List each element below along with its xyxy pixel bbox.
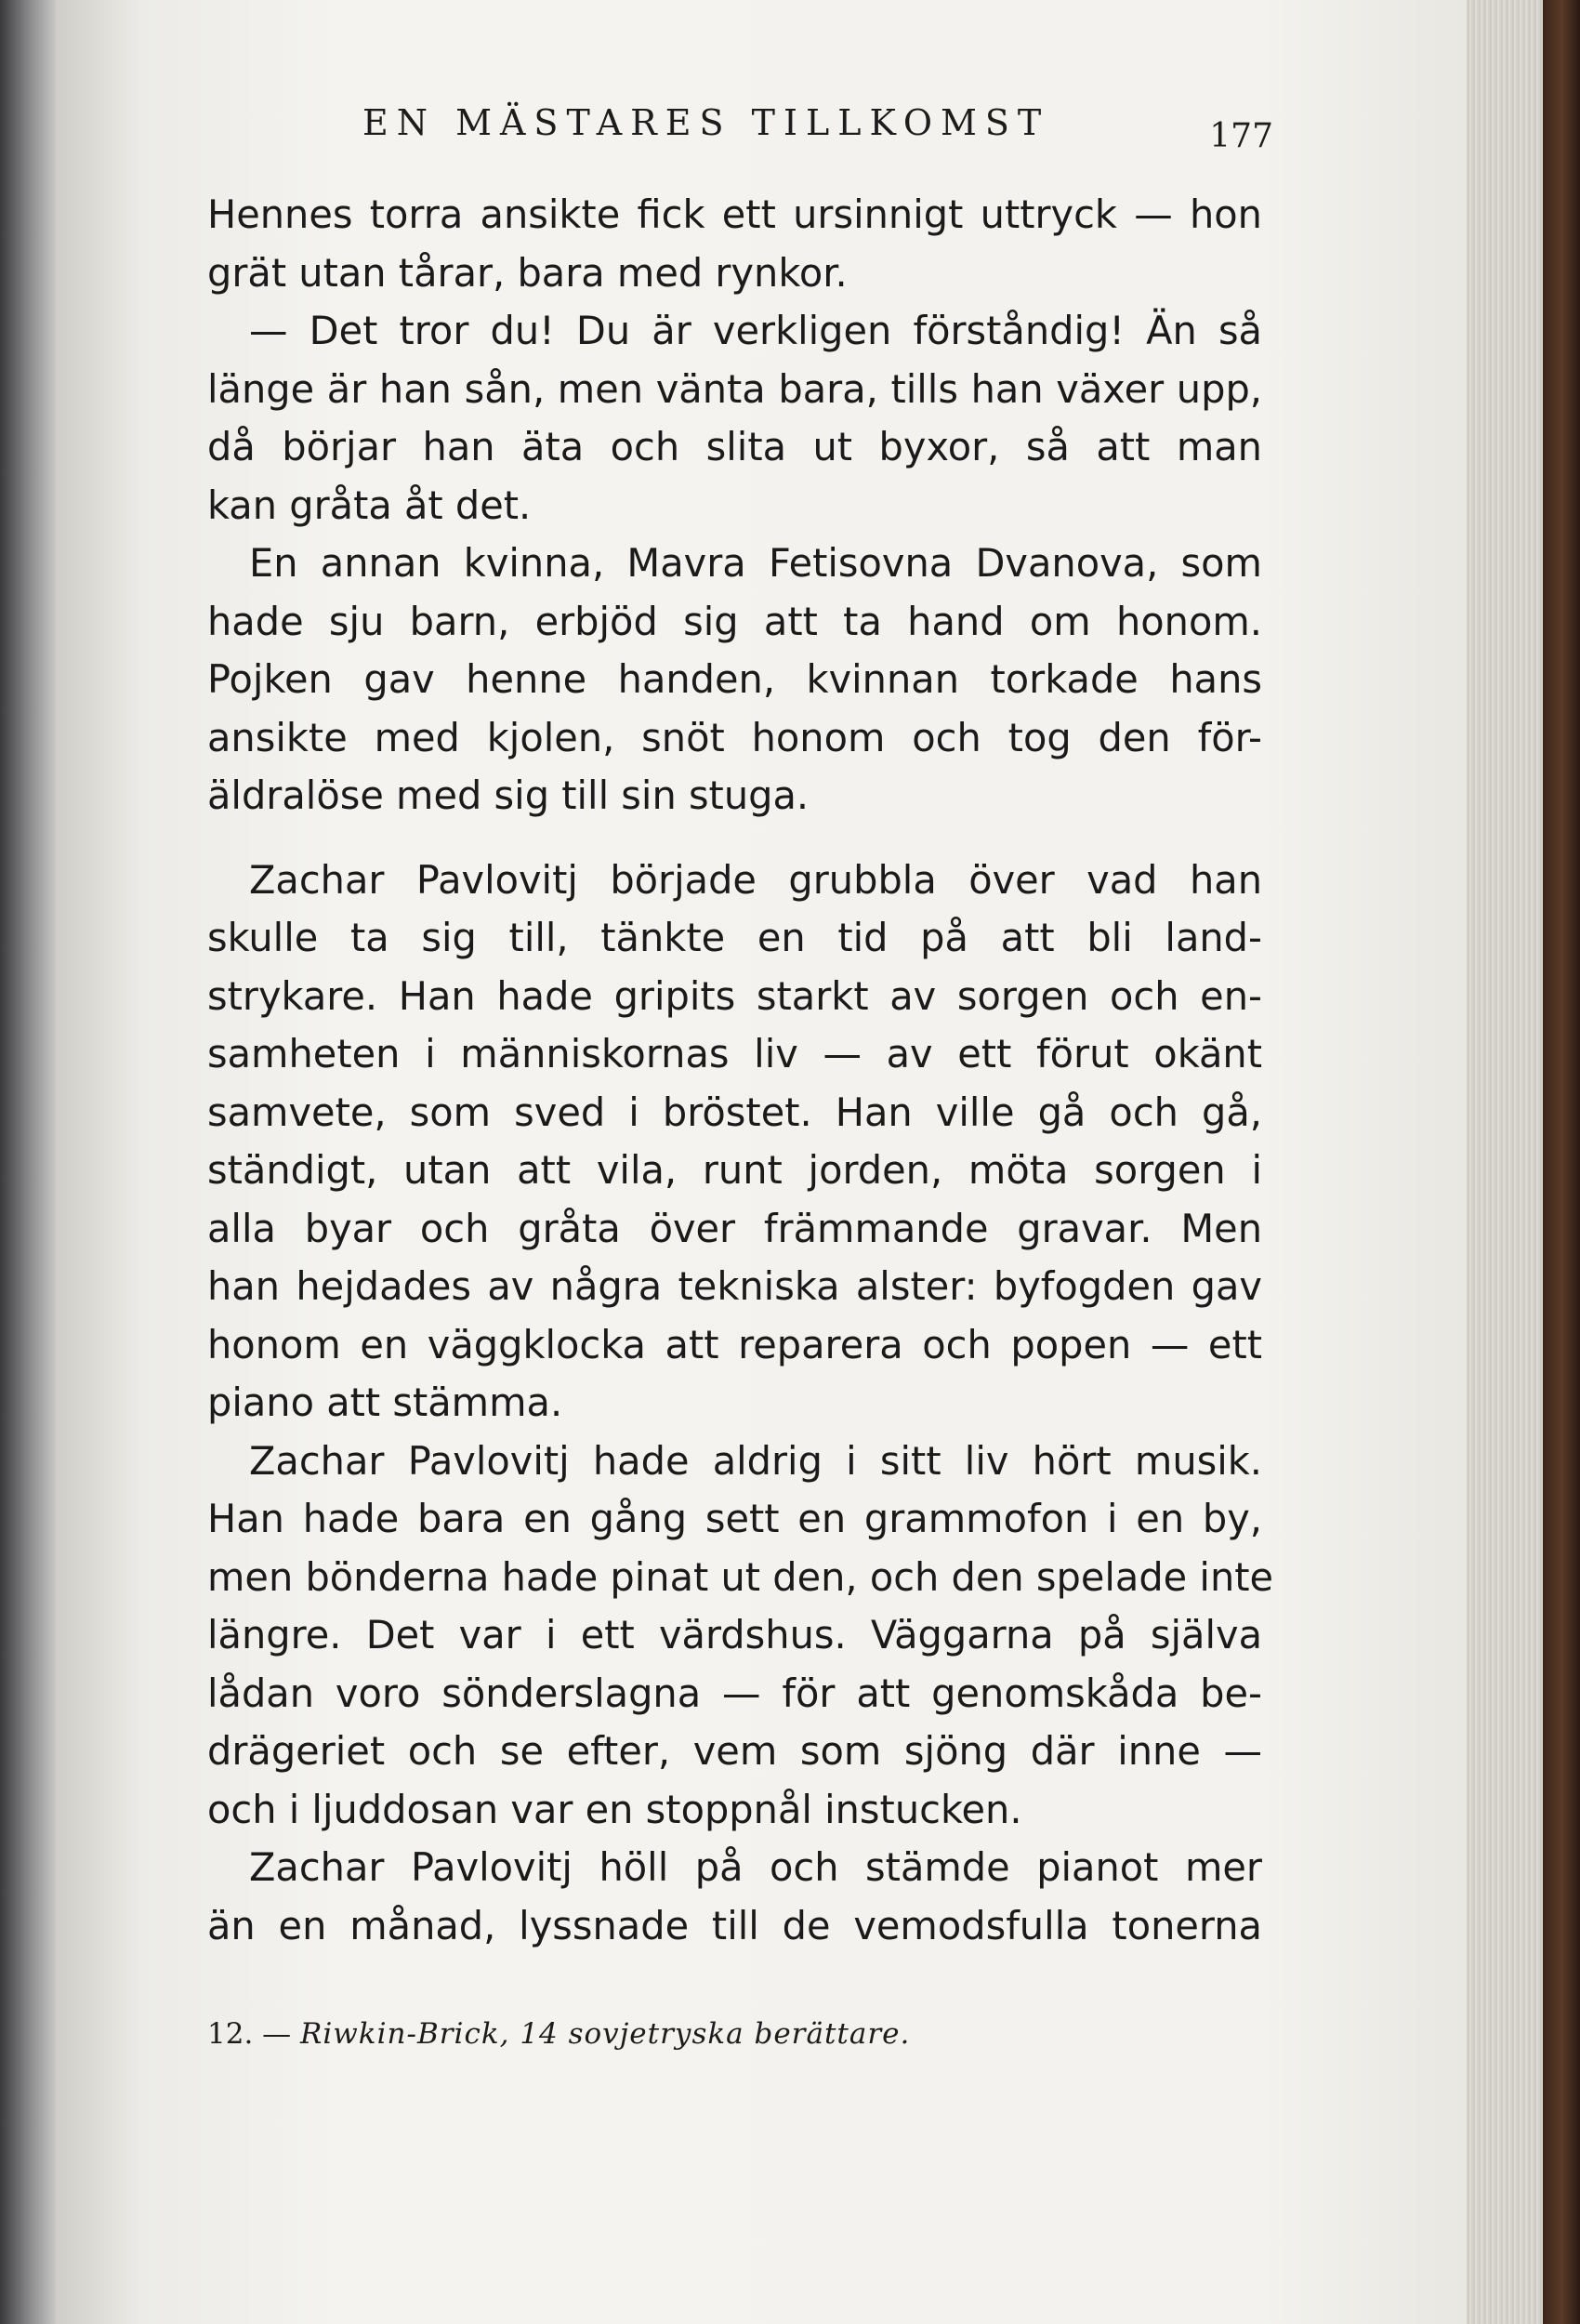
text-line: äldralöse med sig till sin stuga. — [207, 772, 810, 818]
text-line: längre. Det var i ett värdshus. Väggarna på själva — [207, 1612, 1262, 1657]
running-head: EN MÄSTARES TILLKOMST — [362, 102, 1050, 143]
text-line: En annan kvinna, Mavra Fetisovna Dvanova, som — [249, 540, 1262, 586]
text-line: ansikte med kjolen, snöt honom och tog den för- — [207, 714, 1262, 760]
text-line: och i ljuddosan var en stoppnål instucken. — [207, 1786, 1022, 1832]
text-line: Zachar Pavlovitj hade aldrig i sitt liv hört musik. — [249, 1437, 1262, 1484]
book-citation: Riwkin-Brick, 14 sovjetryska berättare. — [300, 2017, 911, 2051]
text-line: strykare. Han hade gripits starkt av sorgen och en- — [207, 972, 1262, 1019]
text-line: Han hade bara en gång sett en grammofon i en by, — [207, 1496, 1262, 1541]
book-page — [56, 0, 1468, 2324]
text-line: alla byar och gråta över främmande gravar. Men — [207, 1205, 1262, 1251]
text-line: Hennes torra ansikte fick ett ursinnigt uttryck — hon — [207, 191, 1262, 237]
text-line: då börjar han äta och slita ut byxor, så att man — [207, 424, 1262, 469]
text-line: grät utan tårar, bara med rynkor. — [207, 249, 848, 296]
text-line: hade sju barn, erbjöd sig att ta hand om honom. — [207, 598, 1262, 644]
book-cover-edge — [1543, 0, 1580, 2324]
page-edges — [1467, 0, 1543, 2324]
text-line: samheten i människornas liv — av ett förut okänt — [207, 1031, 1262, 1076]
page-footer — [207, 2017, 1137, 2051]
text-line: skulle ta sig till, tänkte en tid på att bli land- — [207, 915, 1262, 960]
text-line: — Det tror du! Du är verkligen förståndig! Än så — [249, 308, 1262, 353]
text-line: samvete, som sved i bröstet. Han ville gå och gå, — [207, 1089, 1262, 1135]
page-number: 177 — [1209, 117, 1273, 155]
signature-mark: 12. — — [207, 2017, 301, 2051]
section-break — [207, 825, 1262, 852]
text-line: piano att stämma. — [207, 1380, 563, 1425]
text-line: lådan voro sönderslagna — för att genomskåda be- — [207, 1670, 1262, 1716]
text-line: Zachar Pavlovitj höll på och stämde pianot mer — [249, 1844, 1262, 1890]
text-line: än en månad, lyssnade till de vemodsfulla tonerna — [207, 1902, 1262, 1948]
text-line: Pojken gav henne handen, kvinnan torkade hans — [207, 656, 1262, 702]
page-header — [362, 102, 1273, 158]
text-line: kan gråta åt det. — [207, 482, 532, 528]
text-line: Zachar Pavlovitj började grubbla över vad han — [249, 856, 1262, 903]
text-line: men bönderna hade pinat ut den, och den spelade inte — [207, 1553, 1274, 1600]
text-line: honom en väggklocka att reparera och popen — ett — [207, 1321, 1262, 1367]
body-text — [207, 186, 1274, 1955]
text-line: länge är han sån, men vänta bara, tills han växer upp, — [207, 365, 1262, 412]
text-line: drägeriet och se efter, vem som sjöng där inne — — [207, 1728, 1262, 1774]
text-line: ständigt, utan att vila, runt jorden, möta sorgen i — [207, 1147, 1262, 1193]
text-line: han hejdades av några tekniska alster: byfogden gav — [207, 1263, 1262, 1309]
